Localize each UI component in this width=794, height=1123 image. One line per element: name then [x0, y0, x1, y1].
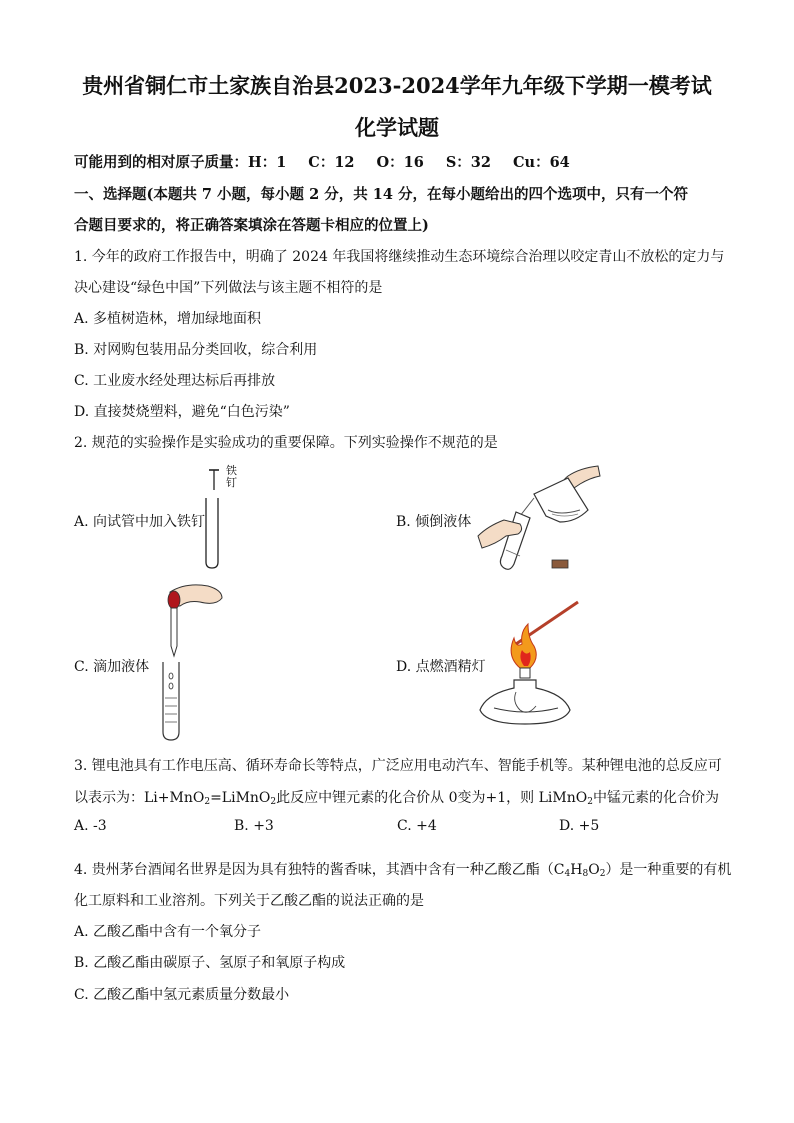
q4-sub-c: 4	[564, 869, 571, 879]
q3-option-d: D. +5	[559, 818, 600, 834]
test-tube-nail-illustration	[196, 464, 246, 572]
page-title: 贵州省铜仁市土家族自治县2023-2024学年九年级下学期一模考试	[82, 73, 712, 98]
q3-stem-line1: 3. 锂电池具有工作电压高、循环寿命长等特点，广泛应用电动汽车、智能手机等。某种锂电池的总反应可	[74, 758, 722, 774]
q3-option-b: B. +3	[234, 818, 274, 834]
q4-stem-line1	[74, 859, 731, 879]
section-header-line2: 合题目要求的，将正确答案填涂在答题卡相应的位置上)	[74, 217, 429, 234]
pouring-liquid-illustration	[476, 464, 606, 576]
q1-option-c: C. 工业废水经处理达标后再排放	[74, 373, 276, 389]
q2-option-c: C. 滴加液体	[74, 659, 150, 675]
q3-eq-part1: 以表示为：Li+MnO	[74, 790, 205, 806]
q1-stem-line1: 1. 今年的政府工作报告中，明确了 2024 年我国将继续推动生态环境综合治理以咬定青山不放松的定力与	[74, 249, 725, 265]
q3-eq-part4: 中锰元素的化合价为	[592, 790, 719, 806]
atomic-mass-o: O：16	[376, 154, 424, 171]
q4-formula-o: O	[588, 862, 600, 878]
q1-option-d: D. 直接焚烧塑料，避免“白色污染”	[74, 404, 290, 420]
alcohol-lamp-illustration	[486, 598, 586, 728]
q4-option-a: A. 乙酸乙酯中含有一个氧分子	[74, 924, 262, 940]
atomic-mass-c: C：12	[308, 154, 355, 171]
q3-sub-3: 2	[587, 797, 593, 807]
q3-stem-line2	[74, 787, 719, 807]
atomic-mass-s: S：32	[445, 154, 491, 171]
page-subtitle: 化学试题	[355, 115, 439, 140]
q3-sub-2: 2	[270, 797, 277, 807]
q1-option-a: A. 多植树造林，增加绿地面积	[74, 311, 262, 327]
q3-eq-part2: =LiMnO	[210, 790, 271, 806]
q4-stem-part2: ）是一种重要的有机	[605, 862, 732, 878]
q4-formula-h: H	[570, 862, 583, 878]
atomic-mass-label: 可能用到的相对原子质量：	[74, 154, 248, 171]
atomic-mass-line	[74, 151, 570, 172]
q4-stem-part1: 4. 贵州茅台酒闻名世界是因为具有独特的酱香味，其酒中含有一种乙酸乙酯（C	[74, 862, 565, 878]
q1-option-b: B. 对网购包装用品分类回收，综合利用	[74, 342, 318, 358]
q2-option-a: A. 向试管中加入铁钉	[74, 514, 206, 530]
q3-option-c: C. +4	[397, 818, 437, 834]
q1-stem-line2: 决心建设“绿色中国”下列做法与该主题不相符的是	[74, 280, 383, 296]
q3-eq-part3: 此反应中锂元素的化合价从 0变为+1，则 LiMnO	[276, 790, 588, 806]
q4-stem-line2: 化工原料和工业溶剂。下列关于乙酸乙酯的说法正确的是	[74, 893, 424, 909]
atomic-mass-cu: Cu：64	[512, 154, 570, 171]
q4-option-c: C. 乙酸乙酯中氢元素质量分数最小	[74, 987, 290, 1003]
q4-sub-o: 2	[599, 869, 606, 879]
nail-label: 铁钉	[226, 464, 237, 489]
dropper-illustration	[156, 582, 226, 742]
q4-sub-h: 8	[582, 869, 589, 879]
q2-option-d: D. 点燃酒精灯	[396, 659, 486, 675]
section-header-line1: 一、选择题(本题共 7 小题，每小题 2 分，共 14 分，在每小题给出的四个选项中，只有一个符	[74, 186, 689, 203]
q2-option-b: B. 倾倒液体	[396, 514, 472, 530]
q4-option-b: B. 乙酸乙酯由碳原子、氢原子和氧原子构成	[74, 955, 346, 971]
q3-sub-1: 2	[204, 797, 211, 807]
q3-option-a: A. -3	[74, 818, 107, 834]
q2-stem: 2. 规范的实验操作是实验成功的重要保障。下列实验操作不规范的是	[74, 435, 498, 451]
atomic-mass-h: H：1	[248, 154, 287, 171]
